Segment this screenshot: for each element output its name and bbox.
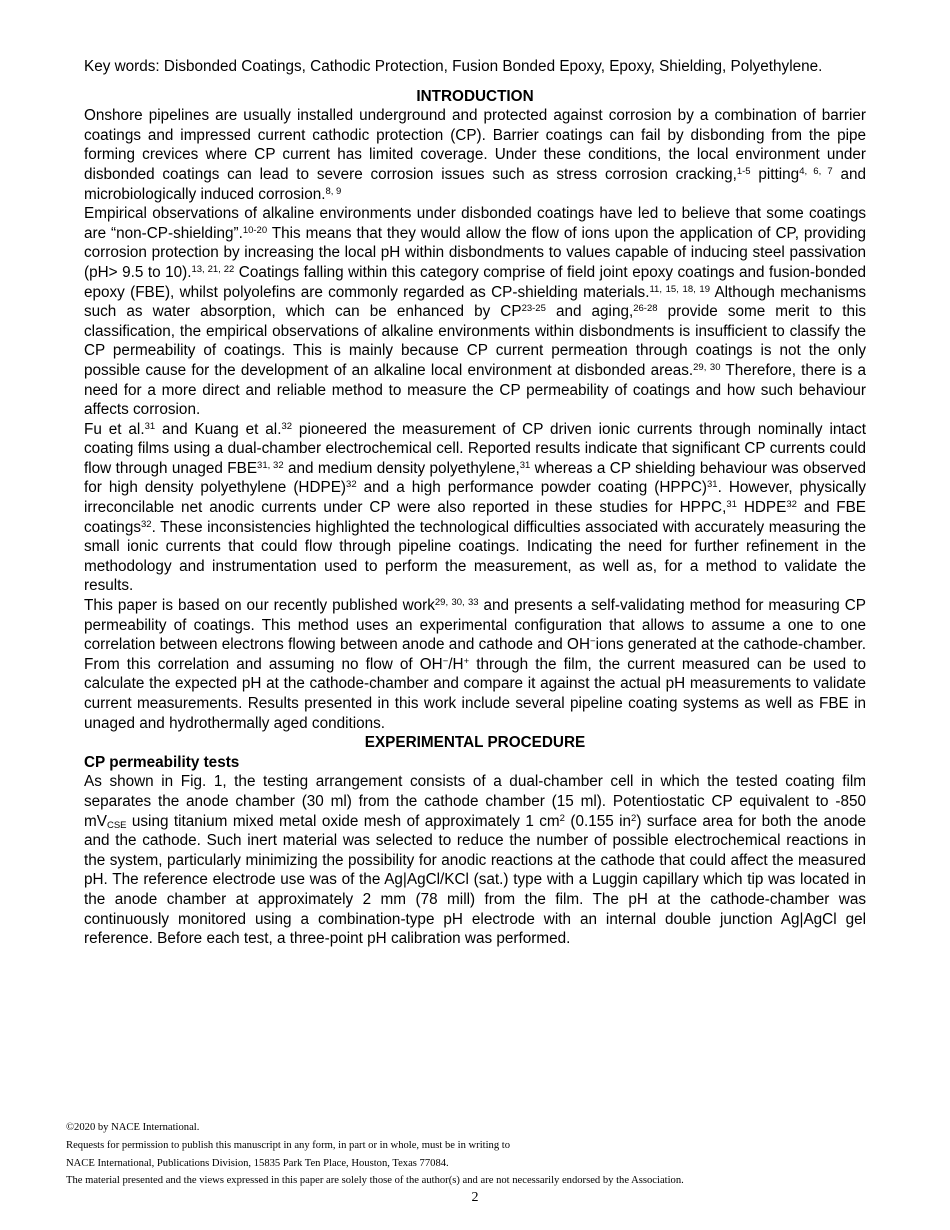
footer-copyright: ©2020 by NACE International. <box>66 1122 200 1133</box>
intro-paragraph-3: Fu et al.$^{31}$ and Kuang et al.$^{32}$ pioneered the measurement of CP driven ionic currents through nominally intact coating films using a dual-chamber electrochemical cell. Reported results indicate that significant CP currents could flow through unaged FBE$^{31, 32}$ and medium density polyethylene,$^{31}$ whereas a CP shielding behaviour was observed for high density polyethylene (HDPE)$^{32}$ and a high performance powder coating (HPPC)$^{31}$. However, physically irreconcilable net anodic currents under CP were also reported in these studies for HPPC,$^{31}$ HDPE$^{32}$ and FBE coatings$^{32}$. These inconsistencies highlighted the technological difficulties associated with accurately measuring the small ionic currents that could flow through pipeline coatings. Indicating the need for further refinement in the methodology and instrumentation used to perform the measurement, as well as, for a method to validate the results. <box>84 420 867 595</box>
experimental-paragraph-1: As shown in Fig. 1, the testing arrangement consists of a dual-chamber cell in which the tested coating film separates the anode chamber (30 ml) from the cathode chamber (15 ml). Potentiostatic CP equivalent to -850 $mV_{CSE}$ using titanium mixed metal oxide mesh of approximately 1 $cm^2$ (0.155 $in^2$) surface area for both the anode and the cathode. Such inert material was selected to reduce the number of possible electrochemical reactions in the system, particularly minimizing the possibility for anodic reactions at the cathode that could affect the measured pH. The reference electrode use was of the Ag|AgCl/KCl (sat.) type with a Luggin capillary which tip was located in the anode chamber at approximately 2 mm (78 mill) from the film. The pH at the cathode-chamber was continuously monitored using a combination-type pH electrode with an internal double junction Ag|AgCl gel reference. Before each test, a three-point pH calibration was performed. <box>84 773 866 948</box>
page-number: 2 <box>471 1190 479 1205</box>
introduction-heading: INTRODUCTION <box>416 87 534 105</box>
intro-paragraph-2: Empirical observations of alkaline environments under disbonded coatings have led to believe that some coatings are “non-CP-shielding”.$^{10-20}$ This means that they would allow the flow of ions upon the application of CP, providing corrosion protection by increasing the local pH within disbondments to values capable of inducing steel passivation (pH> 9.5 to 10).$^{13, 21, 22}$ Coatings falling within this category comprise of field joint epoxy coatings and fusion-bonded epoxy (FBE), whilst polyolefins are commonly regarded as CP-shielding materials.$^{11, 15, 18, 19}$ Although mechanisms such as water absorption, which can be enhanced by CP$^{23-25}$ and aging,$^{26-28}$ provide some merit to this classification, the empirical observations of alkaline environments within disbondments is insufficient to classify the CP permeability of coatings. This is mainly because CP current permeation through coatings is not the only possible cause for the development of an alkaline local environment at disbonded areas.$^{29, 30}$ Therefore, there is a need for a more direct and reliable method to measure the CP permeability of coatings and how such behaviour affects corrosion. <box>84 205 866 419</box>
footer-disclaimer: The material presented and the views expressed in this paper are solely those of the author(s) and are not necessarily endorsed by the Association. <box>66 1175 684 1187</box>
experimental-heading: EXPERIMENTAL PROCEDURE <box>364 734 586 752</box>
footer-address: NACE International, Publications Division, 15835 Park Ten Place, Houston, Texas 77084. <box>66 1157 449 1169</box>
main-text <box>84 57 866 949</box>
cp-permeability-subheading: CP permeability tests <box>84 753 240 771</box>
keywords: Key words: Disbonded Coatings, Cathodic Protection, Fusion Bonded Epoxy, Epoxy, Shielding, Polyethylene. <box>84 58 823 75</box>
intro-paragraph-1: Onshore pipelines are usually installed underground and protected against corrosion by a combination of barrier coatings and impressed current cathodic protection (CP). Barrier coatings can fail by disbonding from the pipe forming crevices where CP current has limited coverage. Under these conditions, the local environment under disbonded coatings can lead to severe corrosion issues such as stress corrosion cracking,$^{1-5}$ pitting$^{4, 6, 7}$ and microbiologically induced corrosion.$^{8, 9}$ <box>84 107 866 203</box>
footer-permission: Requests for permission to publish this manuscript in any form, in part or in whole, must be in writing to <box>66 1139 511 1151</box>
intro-paragraph-4: This paper is based on our recently published work$^{29, 30, 33}$ and presents a self-validating method for measuring CP permeability of coatings. This method uses an experimental configuration that allows to assume a one to one correlation between electrons flowing between anode and cathode and OH−ions generated at the cathode-chamber. From this correlation and assuming no flow of OH−/H+ through the film, the current measured can be used to calculate the expected pH at the cathode-chamber and compare it against the actual pH measurements to validate current measurements. Results presented in this work include several pipeline coating systems as well as FBE in unaged and hydrothermally aged conditions. <box>84 597 867 732</box>
copyright-footer <box>66 1119 886 1190</box>
